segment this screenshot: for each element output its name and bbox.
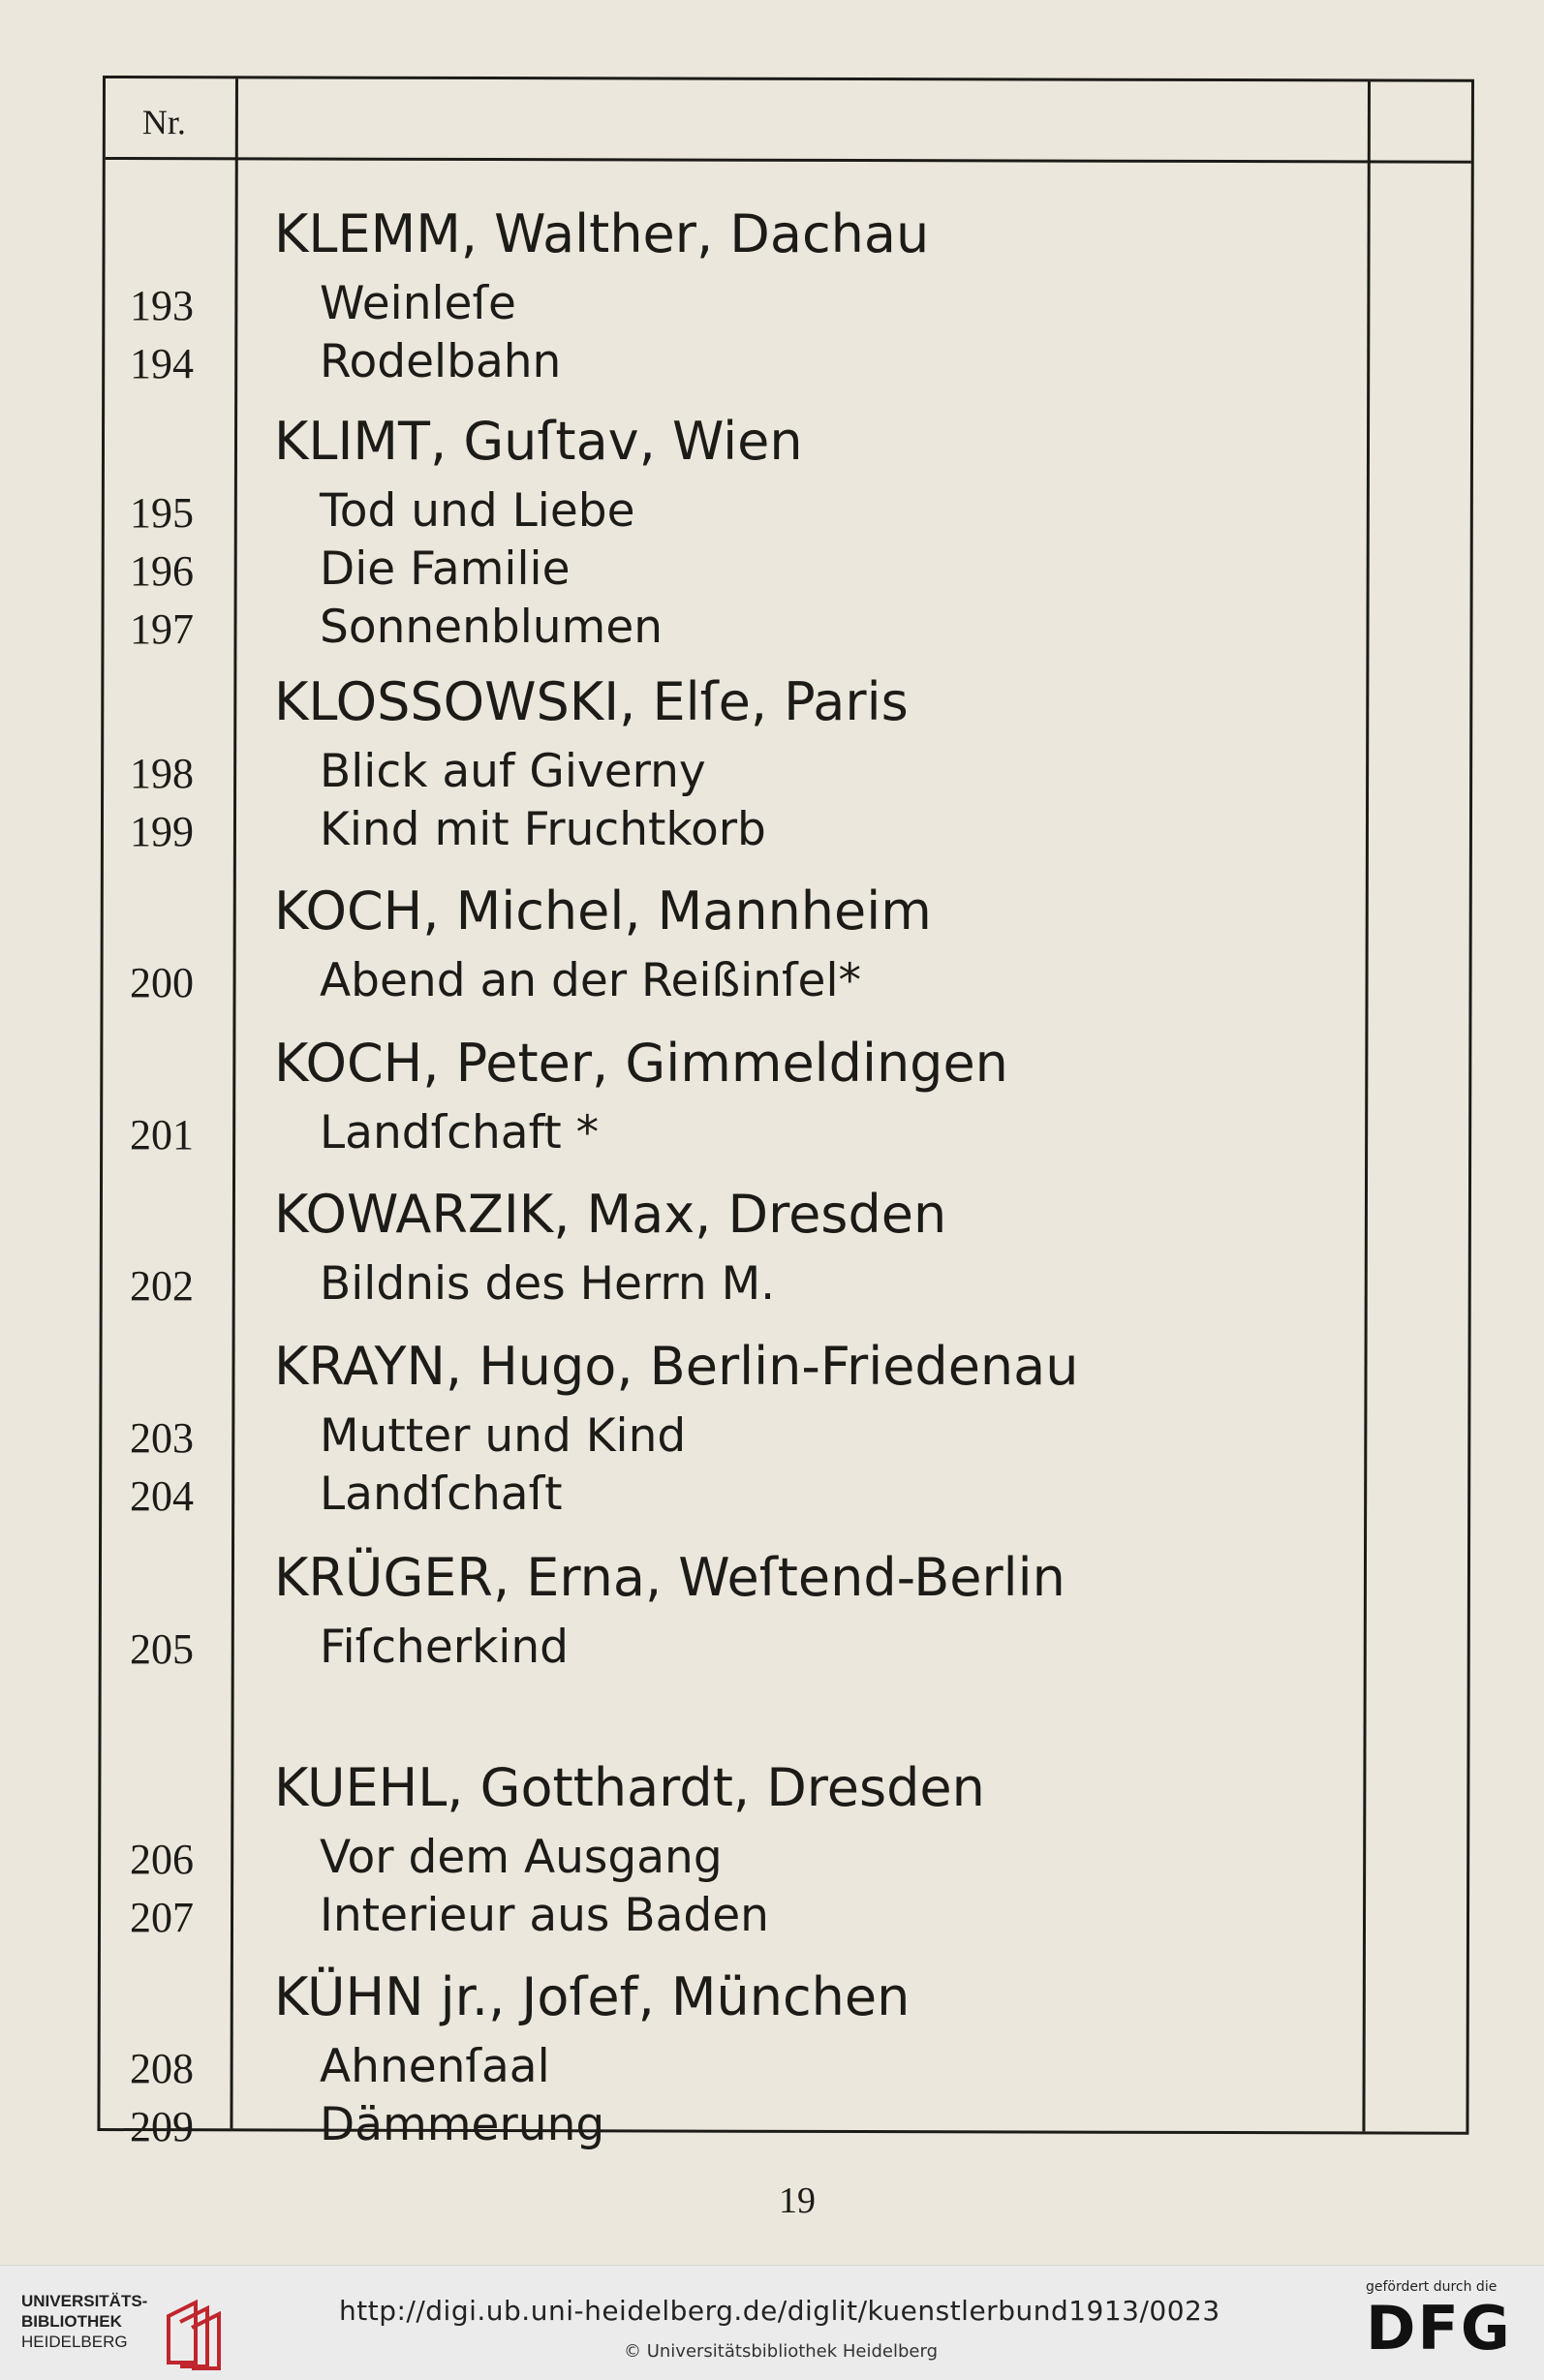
permalink-url[interactable]: http://digi.ub.uni-heidelberg.de/diglit/kuenstlerbund1913/0023 — [339, 2295, 1220, 2327]
artwork-title: Vor dem Ausgang — [320, 1831, 723, 1884]
artwork-title: Sonnenblumen — [320, 601, 664, 654]
copyright-notice: © Universitätsbibliothek Heidelberg — [624, 2341, 939, 2362]
artwork-title: Landſchaſt — [320, 1468, 563, 1521]
number-column-divider — [230, 78, 238, 2128]
artist-heading: KLIMT, Guſtav, Wien — [274, 411, 803, 472]
catalog-number: 193 — [130, 282, 194, 329]
catalog-number: 194 — [130, 340, 194, 387]
dfg-logo: DFG — [1366, 2293, 1512, 2364]
catalog-number: 202 — [130, 1262, 194, 1310]
catalog-number: 195 — [130, 489, 194, 537]
table-header-divider — [106, 157, 1471, 164]
artwork-title: Abend an der Reißinſel* — [320, 954, 861, 1007]
catalog-number: 203 — [130, 1414, 194, 1462]
page-number: 19 — [779, 2180, 816, 2221]
catalog-number: 209 — [130, 2103, 194, 2150]
library-name-line1: UNIVERSITÄTS- — [21, 2292, 148, 2310]
artist-heading: KRAYN, Hugo, Berlin-Friedenau — [274, 1336, 1079, 1397]
catalog-number: 207 — [130, 1894, 194, 1941]
catalog-table-frame — [97, 76, 1474, 2135]
funding-caption: gefördert durch die — [1366, 2279, 1498, 2295]
funder-block[interactable] — [1366, 2279, 1530, 2366]
artwork-title: Blick auf Giverny — [320, 745, 706, 798]
catalog-number: 197 — [130, 605, 194, 653]
artist-heading: KUEHL, Gotthardt, Dresden — [274, 1757, 985, 1818]
artwork-title: Bildnis des Herrn M. — [320, 1257, 776, 1311]
catalog-number: 206 — [130, 1836, 194, 1883]
right-column-divider — [1362, 81, 1371, 2131]
artwork-title: Mutter und Kind — [320, 1409, 687, 1463]
catalog-number: 198 — [130, 750, 194, 797]
catalog-number: 199 — [130, 808, 194, 855]
artwork-title: Ahnenſaal — [320, 2040, 550, 2093]
artwork-title: Fiſcherkind — [320, 1621, 569, 1674]
artist-heading: KLEMM, Walther, Dachau — [274, 203, 930, 264]
library-emblem-icon — [157, 2295, 234, 2372]
artwork-title: Weinleſe — [320, 277, 516, 330]
artwork-title: Dämmerung — [320, 2098, 605, 2151]
artist-heading: KRÜGER, Erna, Weſtend-Berlin — [274, 1547, 1065, 1608]
artist-heading: KOCH, Peter, Gimmeldingen — [274, 1033, 1008, 1094]
catalog-number: 208 — [130, 2045, 194, 2092]
catalog-number: 204 — [130, 1472, 194, 1520]
artwork-title: Die Familie — [320, 542, 571, 596]
catalog-number: 200 — [130, 959, 194, 1006]
catalog-number: 201 — [130, 1111, 194, 1159]
artwork-title: Tod und Liebe — [320, 484, 635, 538]
library-name-line2: BIBLIOTHEK — [21, 2312, 122, 2331]
artist-heading: KOCH, Michel, Mannheim — [274, 881, 932, 942]
nr-column-header: Nr. — [141, 103, 186, 142]
artist-heading: KOWARZIK, Max, Dresden — [274, 1184, 947, 1245]
artwork-title: Landſchaft * — [320, 1106, 600, 1159]
library-logo[interactable] — [21, 2291, 225, 2359]
artwork-title: Rodelbahn — [320, 335, 562, 388]
library-name-line3: HEIDELBERG — [21, 2333, 128, 2351]
catalog-number: 196 — [130, 547, 194, 595]
artist-heading: KÜHN jr., Joſef, München — [274, 1966, 911, 2027]
artist-heading: KLOSSOWSKI, Elſe, Paris — [274, 671, 909, 732]
digitization-footer — [0, 2265, 1544, 2380]
artwork-title: Kind mit Fruchtkorb — [320, 803, 766, 856]
catalog-number: 205 — [130, 1625, 194, 1673]
artwork-title: Interieur aus Baden — [320, 1889, 769, 1942]
